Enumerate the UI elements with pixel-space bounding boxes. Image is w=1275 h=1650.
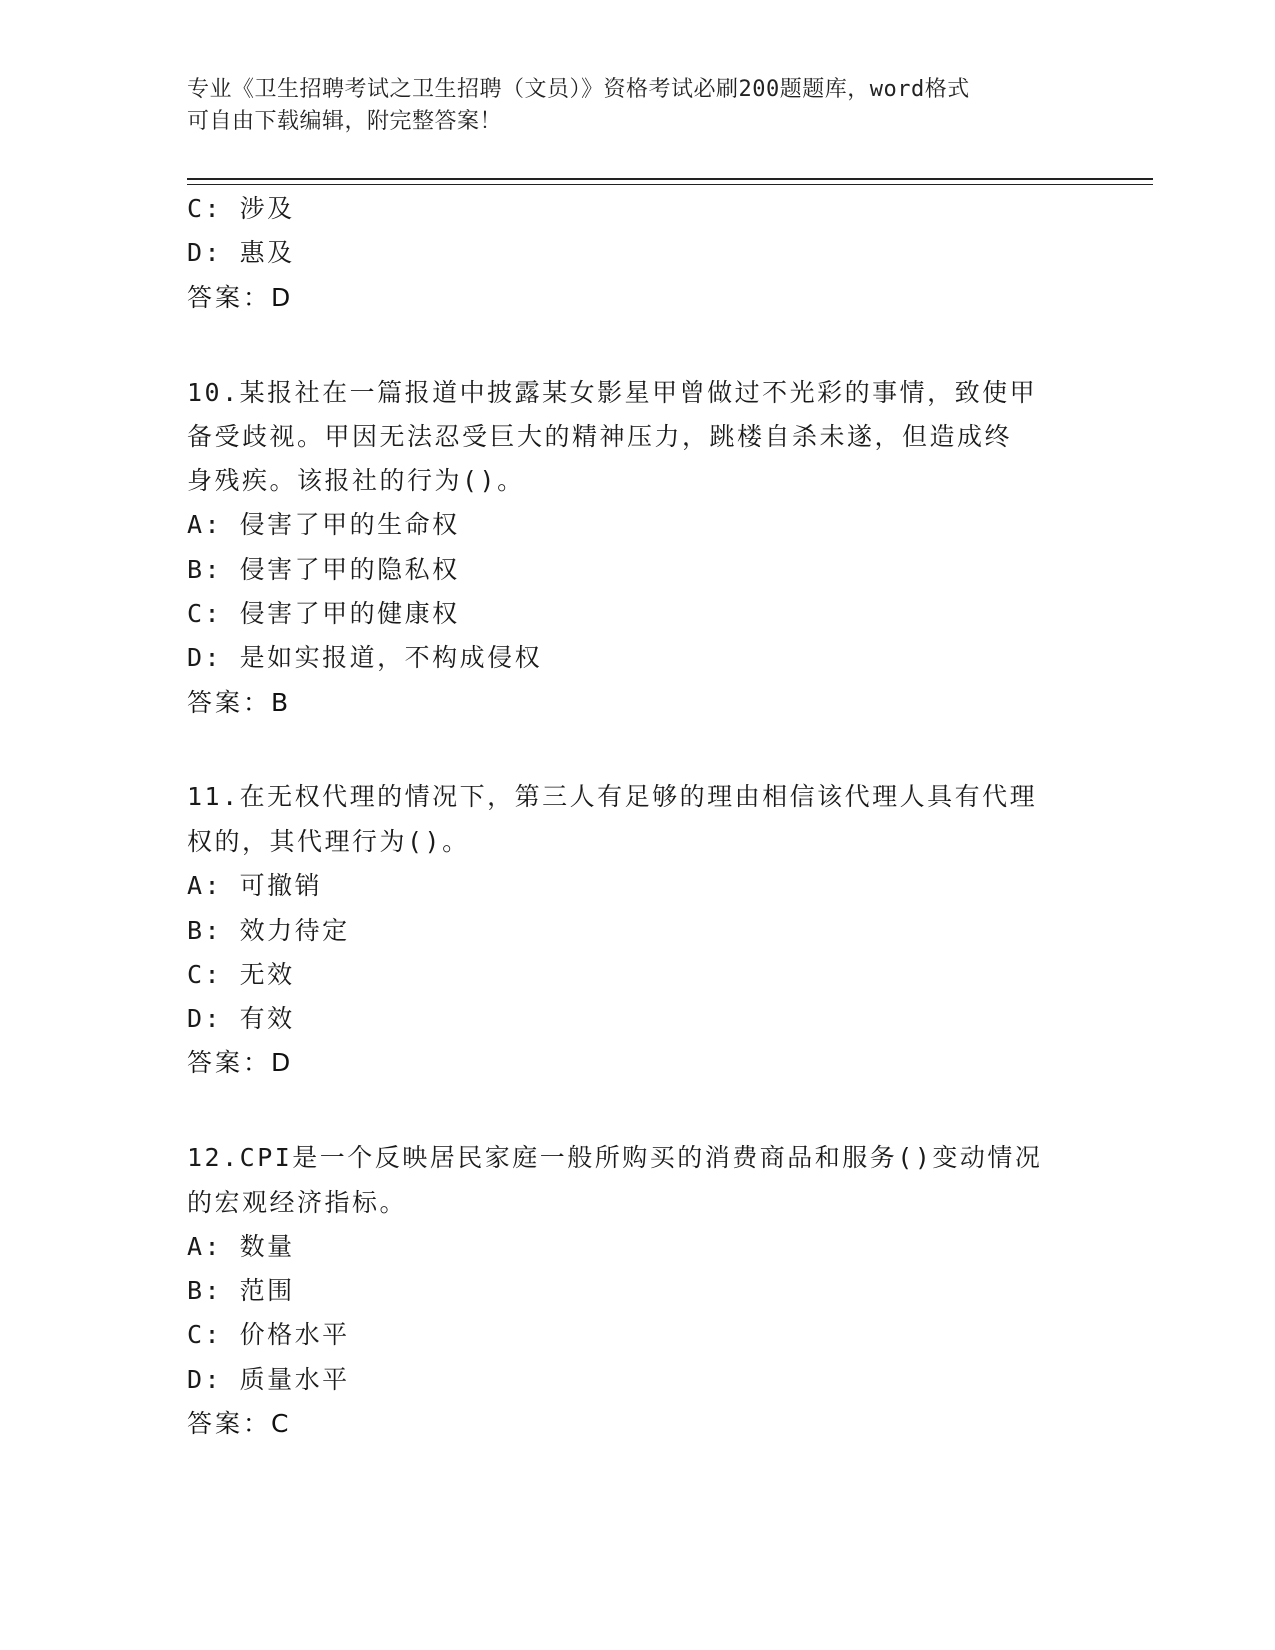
q11-stem-line2: 权的，其代理行为()。 (187, 827, 470, 856)
q9-option-d: D: 惠及 (187, 238, 295, 267)
q10-option-a: A: 侵害了甲的生命权 (187, 510, 460, 539)
q11-option-a: A: 可撤销 (187, 871, 323, 900)
q10-option-b: B: 侵害了甲的隐私权 (187, 555, 460, 584)
q12-stem-line2: 的宏观经济指标。 (187, 1188, 408, 1217)
document-header (187, 74, 1087, 138)
q10-stem-line2: 备受歧视。甲因无法忍受巨大的精神压力，跳楼自杀未遂，但造成终 (187, 422, 1013, 451)
q11-option-b: B: 效力待定 (187, 916, 350, 945)
header-divider-thick (187, 178, 1153, 180)
q12-option-d: D: 质量水平 (187, 1365, 350, 1394)
q12-option-b: B: 范围 (187, 1276, 295, 1305)
q11-answer: 答案：D (187, 1048, 294, 1077)
q11-stem-line1: 11.在无权代理的情况下，第三人有足够的理由相信该代理人具有代理 (187, 782, 1038, 811)
q10-answer: 答案：B (187, 688, 292, 717)
q11-option-c: C: 无效 (187, 960, 295, 989)
q10-option-c: C: 侵害了甲的健康权 (187, 599, 460, 628)
q9-answer: 答案：D (187, 283, 294, 312)
q10-option-d: D: 是如实报道，不构成侵权 (187, 643, 543, 672)
header-title-line2: 可自由下载编辑，附完整答案！ (187, 109, 503, 134)
q12-option-c: C: 价格水平 (187, 1320, 350, 1349)
q11-option-d: D: 有效 (187, 1004, 295, 1033)
q12-answer: 答案：C (187, 1409, 292, 1438)
header-title-line1: 专业《卫生招聘考试之卫生招聘（文员）》资格考试必刷200题题库，word格式 (187, 77, 970, 102)
q10-stem-line1: 10.某报社在一篇报道中披露某女影星甲曾做过不光彩的事情，致使甲 (187, 378, 1038, 407)
header-divider-thin (187, 184, 1153, 185)
q12-stem-line1: 12.CPI是一个反映居民家庭一般所购买的消费商品和服务()变动情况 (187, 1143, 1043, 1172)
q9-option-c: C: 涉及 (187, 194, 295, 223)
q10-stem-line3: 身残疾。该报社的行为()。 (187, 466, 525, 495)
q12-option-a: A: 数量 (187, 1232, 295, 1261)
